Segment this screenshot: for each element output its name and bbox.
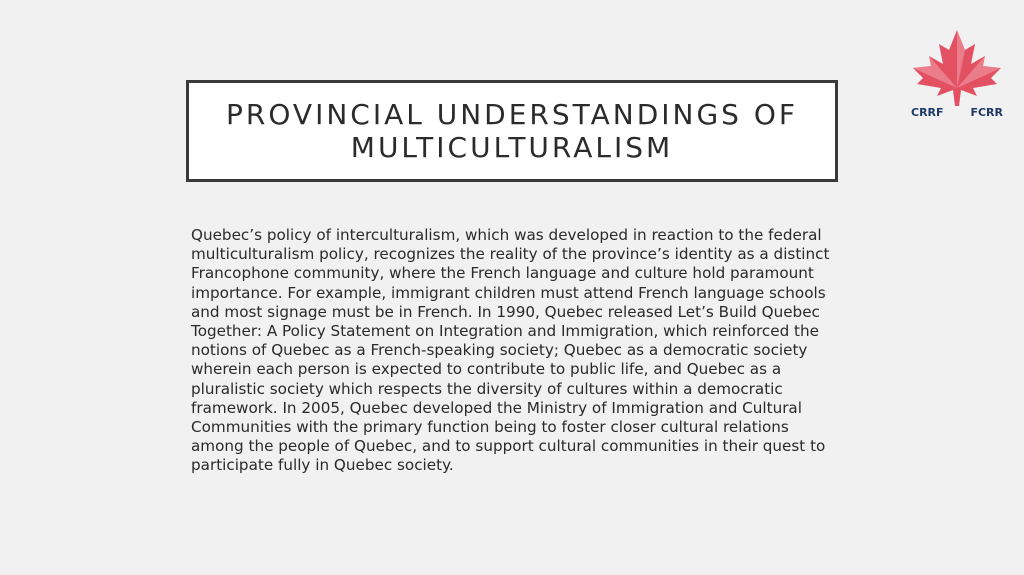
logo-caption: [907, 106, 1007, 119]
slide-title: PROVINCIAL UNDERSTANDINGS OF MULTICULTURALISM: [226, 98, 798, 164]
logo-text-crrf: CRRF: [911, 106, 944, 119]
title-box: [186, 80, 838, 182]
maple-leaf-icon: [907, 28, 1007, 106]
logo-text-fcrr: FCRR: [970, 106, 1003, 119]
slide-body-text: Quebec’s policy of interculturalism, which was developed in reaction to the federal multiculturalism policy, recognizes the reality of the province’s identity as a distinct Francophone community, where the French language and culture hold paramount importance. For example, immigrant children must attend French language schools and most signage must be in French. In 1990, Quebec released Let’s Build Quebec Together: A Policy Statement on Integration and Immigration, which reinforced the notions of Quebec as a French-speaking society; Quebec as a democratic society wherein each person is expected to contribute to public life, and Quebec as a pluralistic society which respects the diversity of cultures within a democratic framework. In 2005, Quebec developed the Ministry of Immigration and Cultural Communities with the primary function being to foster closer cultural relations among the people of Quebec, and to support cultural communities in their quest to participate fully in Quebec society.: [191, 226, 830, 475]
crrf-logo: [907, 28, 1007, 124]
